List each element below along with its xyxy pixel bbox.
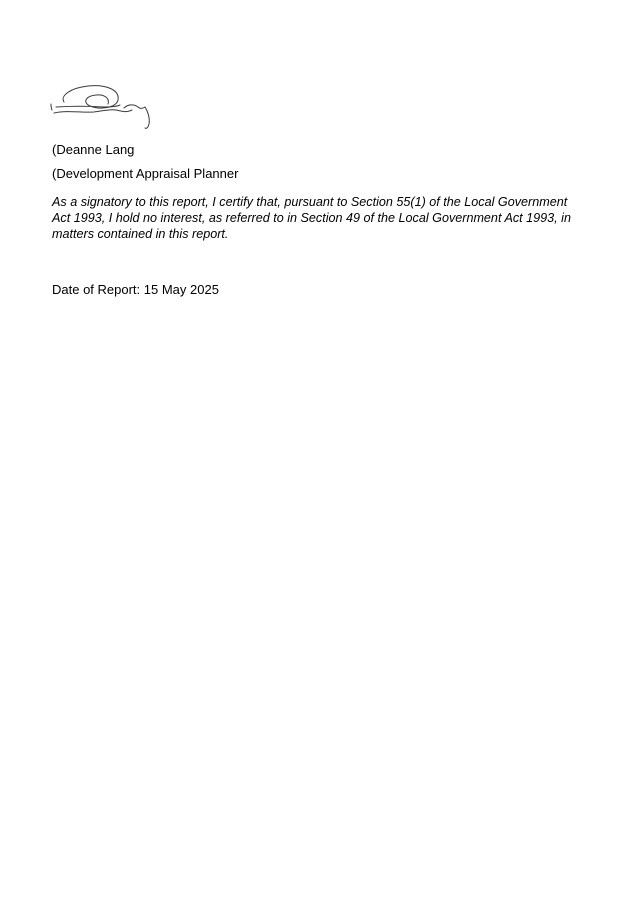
signatory-position: (Development Appraisal Planner xyxy=(52,166,239,181)
interest-declaration: As a signatory to this report, I certify that, pursuant to Section 55(1) of the Local Government Act 1993, I hold no interest, as referred to in Section 49 of the Local Government Act 1993, in matters contained in this report. xyxy=(52,195,571,241)
signatory-name: (Deanne Lang xyxy=(52,142,135,157)
report-date: Date of Report: 15 May 2025 xyxy=(52,282,219,297)
handwritten-signature xyxy=(48,80,158,132)
